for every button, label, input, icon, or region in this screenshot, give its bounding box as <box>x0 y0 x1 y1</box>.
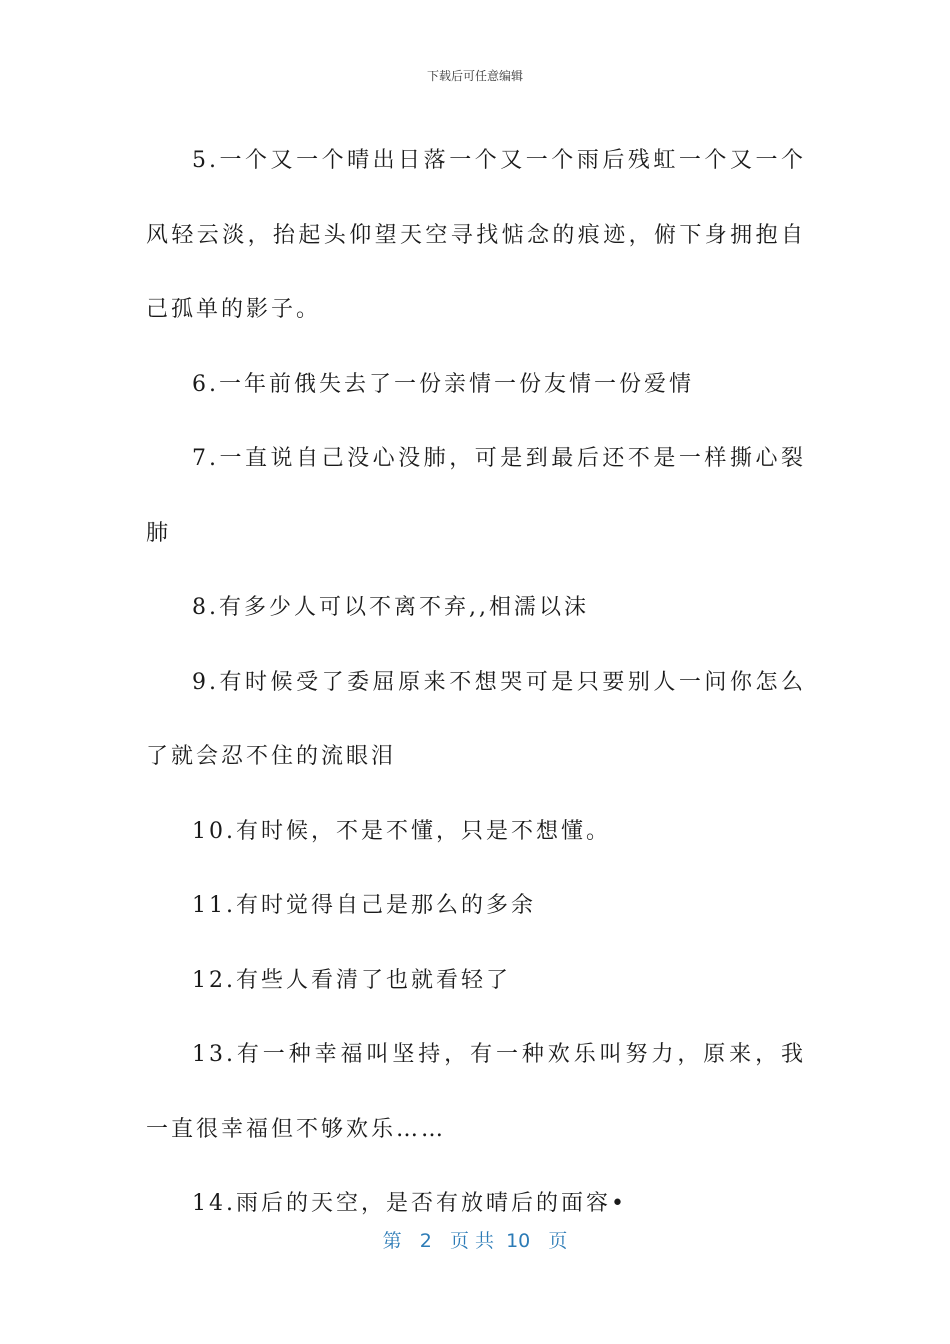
paragraph-6: 6.一年前俄失去了一份亲情一份友情一份爱情 <box>192 371 694 397</box>
paragraph-10: 10.有时候，不是不懂，只是不想懂。 <box>192 818 611 844</box>
footer-suffix: 页 <box>548 1230 568 1252</box>
footer-page-number: 2 <box>419 1230 432 1252</box>
footer-total-pages: 10 <box>506 1230 531 1252</box>
paragraph-9: 9.有时候受了委屈原来不想哭可是只要别人一问你怎么了就会忍不住的流眼泪 <box>146 669 806 769</box>
paragraph-5: 5.一个又一个晴出日落一个又一个雨后残虹一个又一个风轻云淡，抬起头仰望天空寻找惦念的痕迹，俯下身拥抱自己孤单的影子。 <box>146 148 806 322</box>
page-header: 下载后可任意编辑 <box>426 69 523 83</box>
paragraph-14: 14.雨后的天空，是否有放晴后的面容• <box>192 1191 627 1216</box>
page-footer <box>0 1226 950 1253</box>
footer-middle: 页 共 <box>449 1230 494 1252</box>
footer-prefix: 第 <box>382 1230 402 1252</box>
paragraph-12: 12.有些人看清了也就看轻了 <box>192 967 511 993</box>
paragraph-11: 11.有时觉得自己是那么的多余 <box>192 893 536 918</box>
paragraph-8: 8.有多少人可以不离不弃,,相濡以沫 <box>192 595 589 620</box>
paragraph-13: 13.有一种幸福叫坚持，有一种欢乐叫努力，原来，我一直很幸福但不够欢乐…… <box>146 1042 806 1142</box>
paragraph-7: 7.一直说自己没心没肺，可是到最后还不是一样撕心裂肺 <box>146 446 806 546</box>
document-body <box>146 124 806 1242</box>
